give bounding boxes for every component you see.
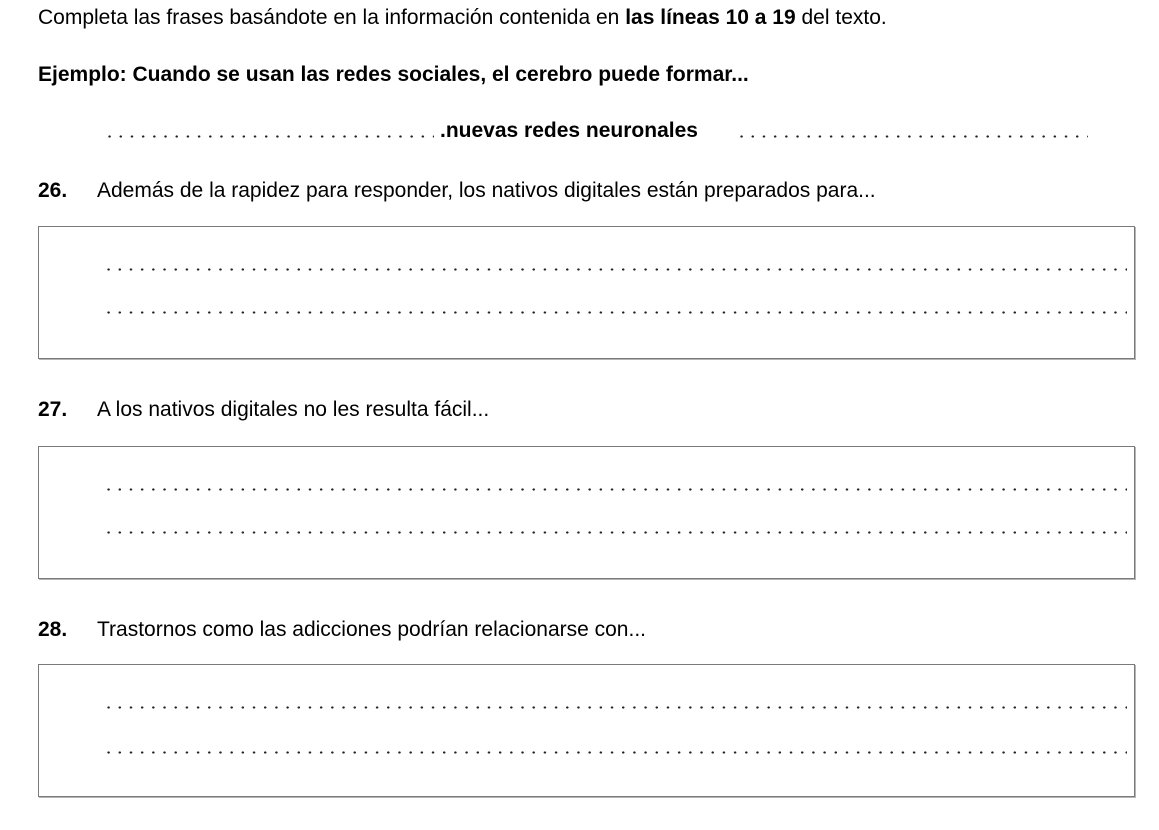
answer-box-28[interactable]: [38, 664, 1135, 797]
answer-box-26[interactable]: [38, 226, 1135, 359]
instruction-line-range: las líneas 10 a 19: [625, 6, 796, 29]
example-answer: .nuevas redes neuronales: [440, 119, 698, 142]
answer-line[interactable]: [103, 488, 1127, 491]
answer-line[interactable]: [103, 751, 1127, 754]
question-number: 27.: [38, 398, 68, 421]
answer-line[interactable]: [103, 311, 1127, 314]
example-dots-left: [104, 135, 434, 138]
question-number: 26.: [38, 179, 68, 202]
question-text: Además de la rapidez para responder, los nativos digitales están preparados para...: [97, 179, 876, 202]
instruction-part1: Completa las frases basándote en la información contenida en: [38, 6, 626, 29]
instruction-part2: del texto.: [795, 6, 887, 29]
answer-line[interactable]: [103, 706, 1127, 709]
question-text: A los nativos digitales no les resulta fácil...: [97, 398, 490, 421]
example-question: Ejemplo: Cuando se usan las redes sociales, el cerebro puede formar...: [38, 63, 749, 86]
answer-box-27[interactable]: [38, 446, 1135, 579]
question-text: Trastornos como las adicciones podrían relacionarse con...: [97, 618, 646, 641]
instruction-text: [38, 6, 887, 30]
answer-line[interactable]: [103, 268, 1127, 271]
question-number: 28.: [38, 618, 68, 641]
answer-line[interactable]: [103, 531, 1127, 534]
example-dots-right: [736, 135, 1088, 138]
